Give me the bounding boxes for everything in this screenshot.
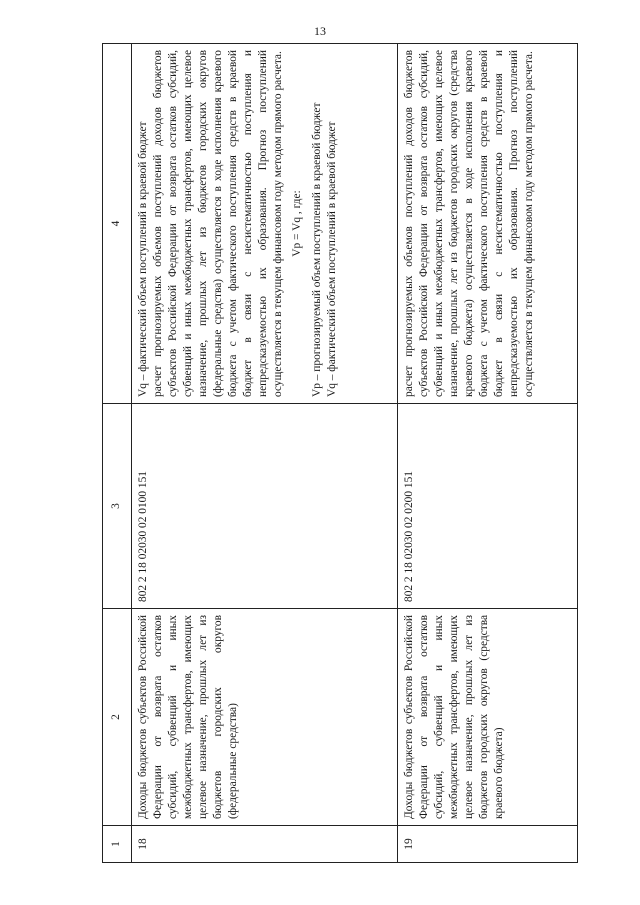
formula: Vp = Vq , где: — [291, 190, 304, 257]
revenue-name: Доходы бюджетов субъектов Российской Федерации от возврата остатков субсидий, субвенций и иных межбюджетных трансфертов, имеющих целевое назначение, прошлых лет из бюджетов городских округов (федеральные средства) — [132, 609, 398, 826]
row-number: 19 — [397, 826, 577, 863]
formula-definition-vq: Vq – фактический объем поступлений в краевой бюджет — [325, 121, 338, 397]
table-header-row — [103, 44, 132, 863]
table-row — [132, 44, 398, 863]
row-number: 18 — [132, 826, 398, 863]
page-number: 13 — [314, 24, 326, 38]
header-col-3: 3 — [103, 404, 132, 609]
revenue-name: Доходы бюджетов субъектов Российской Федерации от возврата остатков субсидий, субвенций и иных межбюджетных трансфертов, имеющих целевое назначение, прошлых лет из бюджетов городских округов (средства краевого бюджета) — [397, 609, 577, 826]
header-col-4: 4 — [103, 44, 132, 404]
method-text: расчет прогнозируемых объемов поступлений доходов бюджетов субъектов Российской Федерации от возврата остатков субсидий, субвенций и иных межбюджетных трансфертов, имеющих целевое назначение, прошлых лет из бюджетов городских округов (федеральные средства) осуществляется в ходе исполнения краевого бюджета с учетом фактического поступления средств в краевой бюджет в связи с несистематичностью поступления и непредсказуемостью их образования. Прогноз поступлений осуществляется в текущем финансовом году методом прямого расчета. — [152, 50, 285, 397]
table-row — [397, 44, 577, 863]
budget-code: 802 2 18 02030 02 0100 151 — [132, 404, 398, 609]
calculation-method — [132, 44, 398, 404]
method-text: расчет прогнозируемых объемов поступлений доходов бюджетов субъектов Российской Федерации от возврата остатков субсидий, субвенций и иных межбюджетных трансфертов, имеющих целевое назначение, прошлых лет из бюджетов городских округов (средства краевого бюджета) осуществляется в ходе исполнения краевого бюджета с учетом фактического поступления средств в краевой бюджет в связи с несистематичностью поступления и непредсказуемостью их образования. Прогноз поступлений осуществляется в текущем финансовом году методом прямого расчета. — [402, 50, 535, 397]
rotated-table-container — [102, 43, 578, 863]
header-col-1: 1 — [103, 826, 132, 863]
revenue-forecast-table — [102, 43, 578, 863]
calculation-method — [397, 44, 577, 404]
header-col-2: 2 — [103, 609, 132, 826]
method-continuation: Vq – фактический объем поступлений в краевой бюджет — [137, 121, 149, 397]
budget-code: 802 2 18 02030 02 0200 151 — [397, 404, 577, 609]
formula-definition-vp: Vp – прогнозируемый объем поступлений в краевой бюджет — [310, 102, 323, 397]
